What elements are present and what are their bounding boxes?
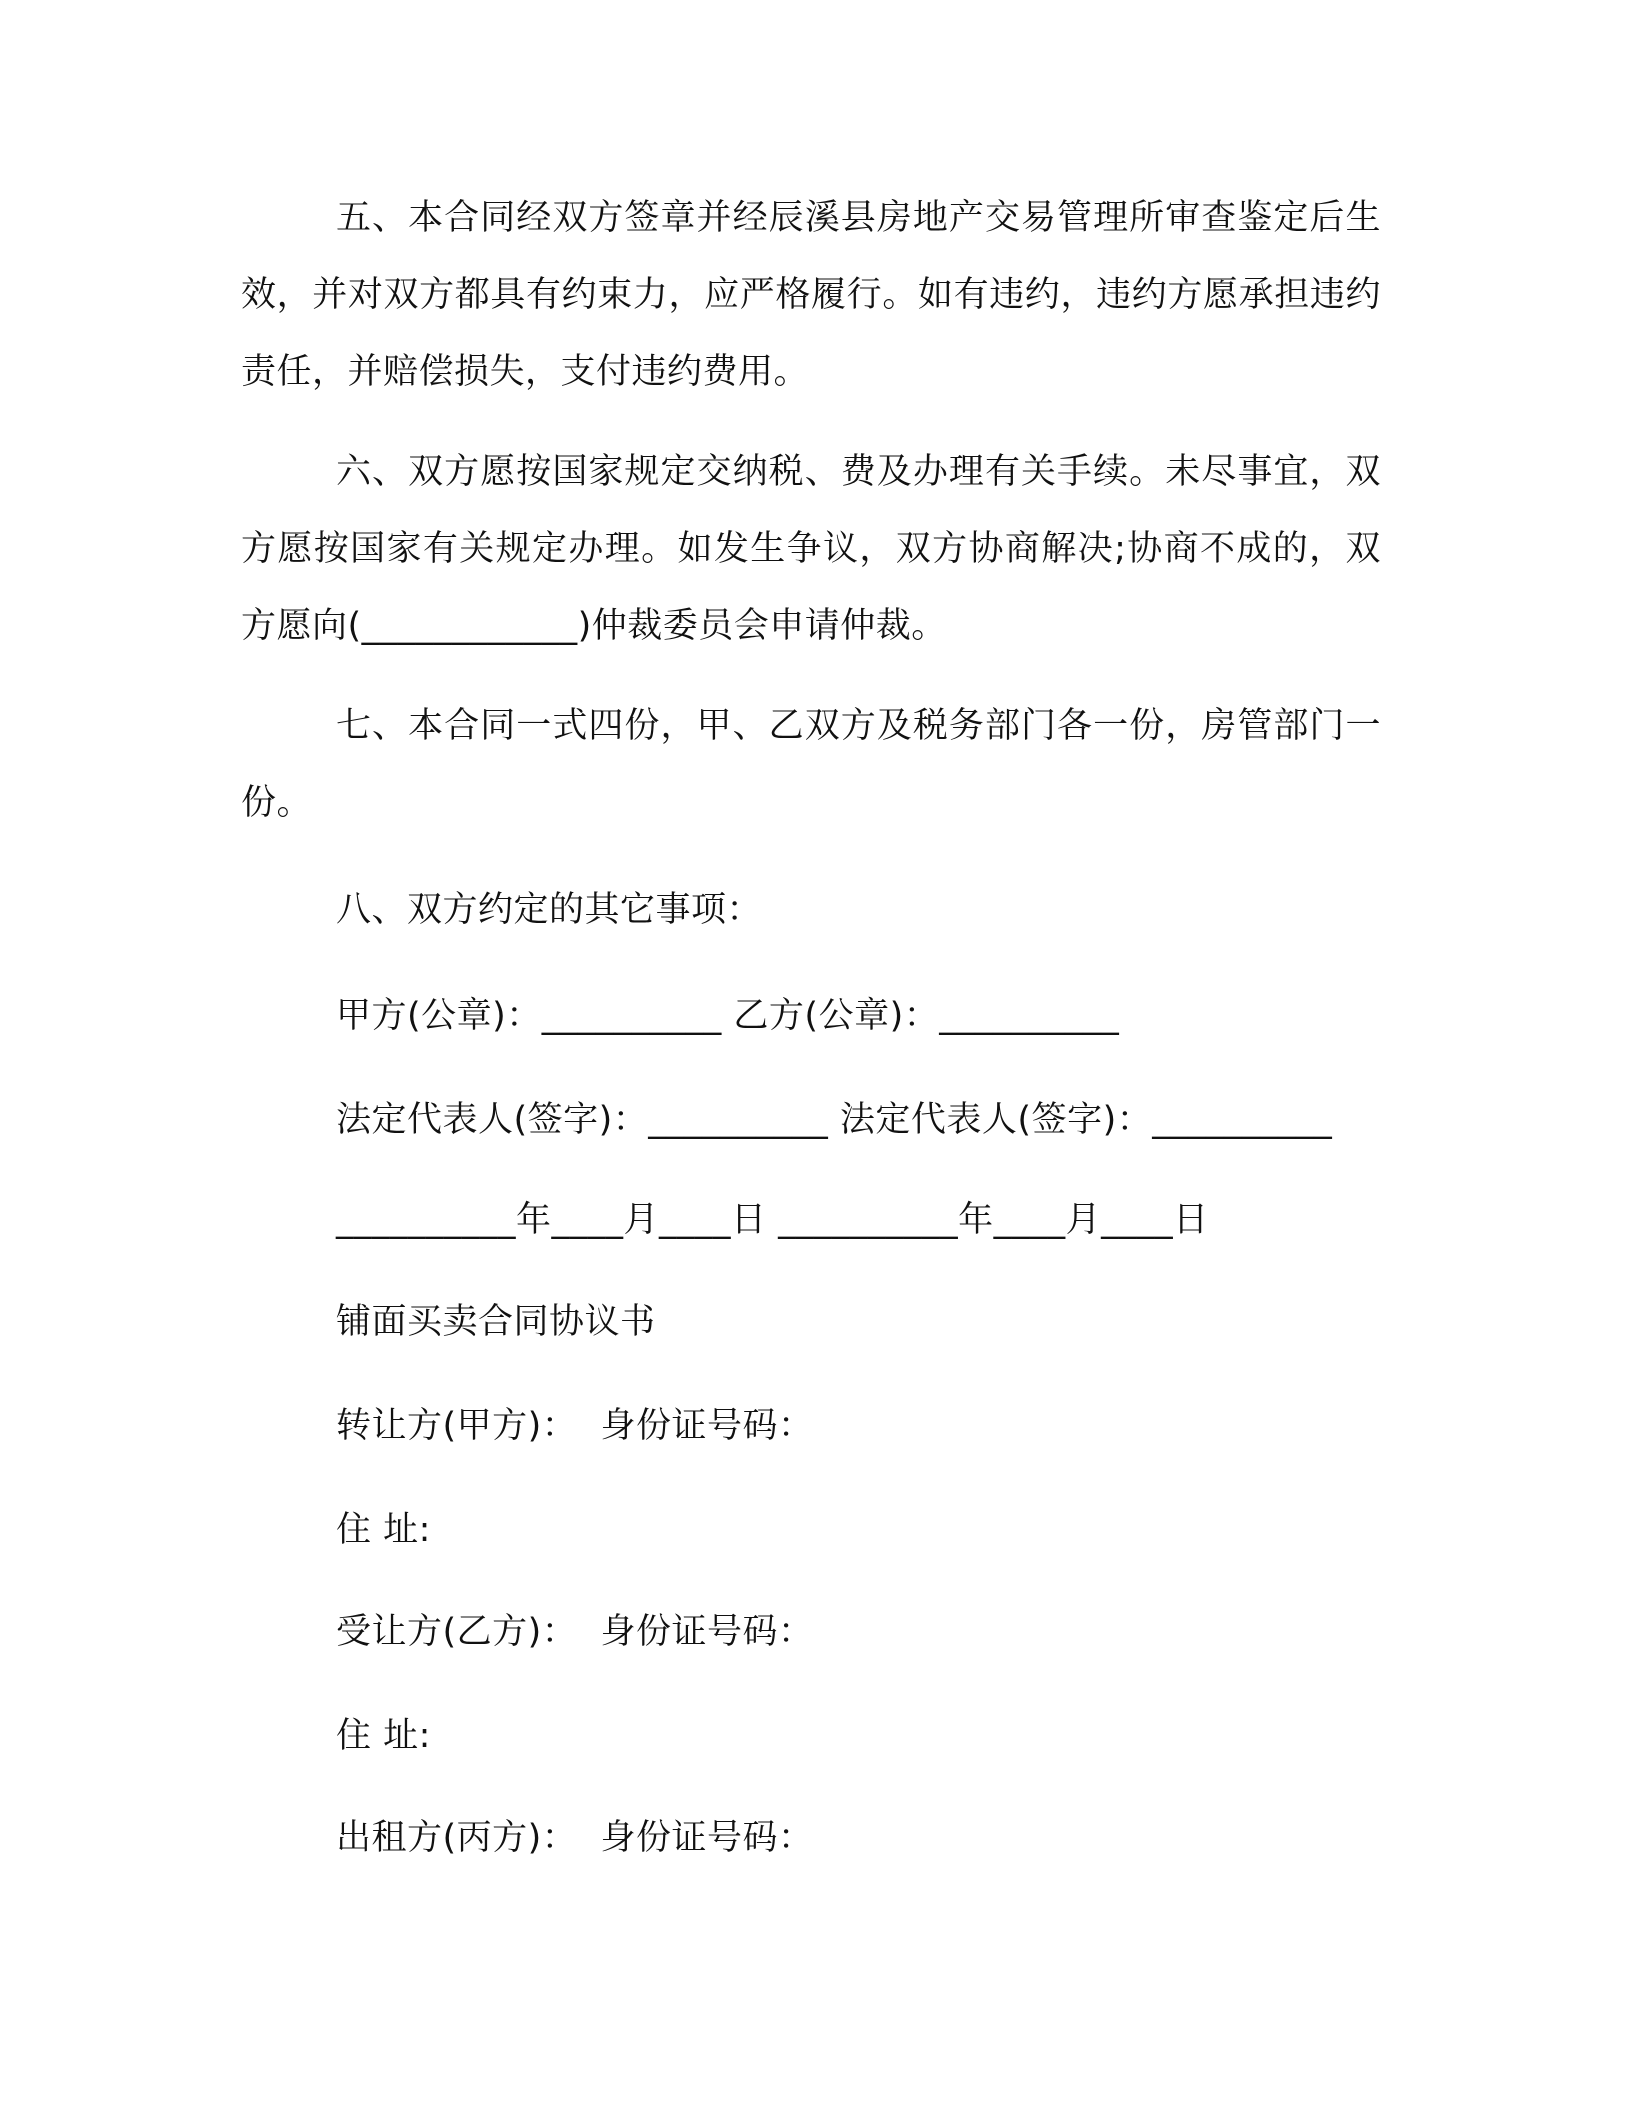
party-a-address: 住 址:: [336, 1510, 431, 1550]
clause-six: 六、双方愿按国家规定交纳税、费及办理有关手续。未尽事宜，双方愿按国家有关规定办理。如发生争议，双方协商解决;协商不成的，双方愿向(____________)仲裁委员会申请仲裁。: [241, 452, 1381, 646]
date-line: __________年____月____日 __________年____月____日: [336, 1200, 1209, 1240]
clause-seven: 七、本合同一式四份，甲、乙双方及税务部门各一份，房管部门一份。: [241, 706, 1381, 823]
party-c-line: 出租方(丙方)： 身份证号码：: [336, 1818, 814, 1858]
seal-signature-line: 甲方(公章)：__________ 乙方(公章)：__________: [336, 996, 1120, 1036]
party-b-line: 受让方(乙方)： 身份证号码：: [336, 1612, 814, 1652]
party-b-address: 住 址:: [336, 1716, 431, 1756]
clause-five: 五、本合同经双方签章并经辰溪县房地产交易管理所审查鉴定后生效，并对双方都具有约束力，应严格履行。如有违约，违约方愿承担违约责任，并赔偿损失，支付违约费用。: [241, 198, 1381, 392]
representative-signature-line: 法定代表人(签字)：__________ 法定代表人(签字)：__________: [336, 1100, 1333, 1140]
party-a-line: 转让方(甲方)： 身份证号码：: [336, 1406, 814, 1446]
second-contract-title: 铺面买卖合同协议书: [336, 1302, 656, 1342]
clause-eight: 八、双方约定的其它事项：: [336, 890, 763, 930]
